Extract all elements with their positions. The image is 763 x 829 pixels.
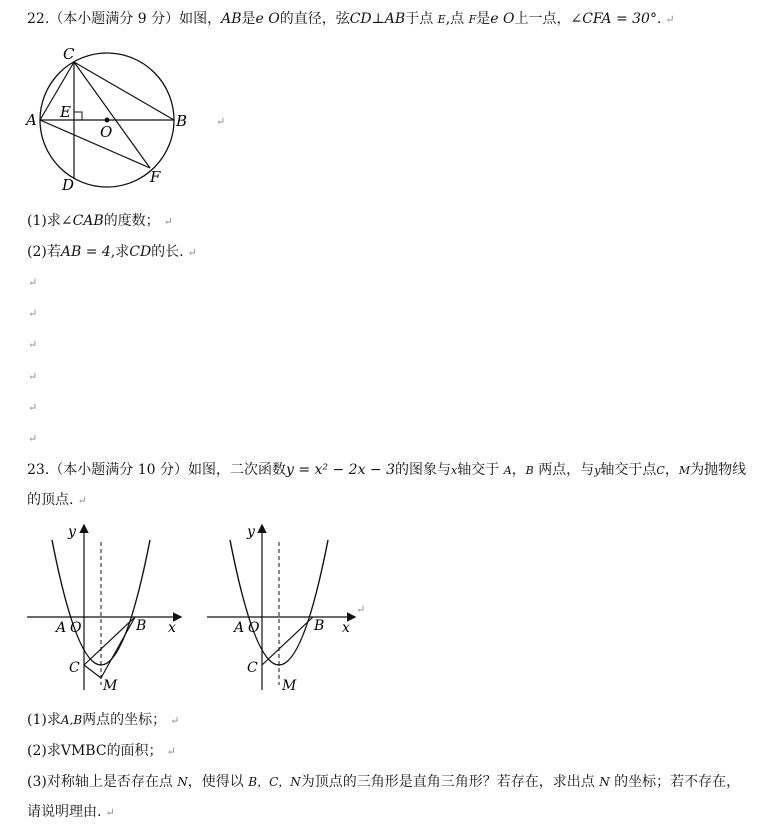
q23-part2-text: (2)求 <box>27 743 61 759</box>
q22-part2-text3: 的长. <box>151 244 184 260</box>
return-mark: ↵ <box>216 115 226 128</box>
q22-text: 的直径，弦 <box>279 11 350 27</box>
q23-c: C <box>656 464 665 477</box>
q23-part3-line2 <box>27 803 115 822</box>
q23-text: 轴交于 <box>457 462 500 478</box>
label-a: A <box>56 620 67 636</box>
q22-part2 <box>27 243 197 262</box>
label-c: C <box>247 660 258 676</box>
return-mark: ↵ <box>28 432 38 445</box>
segment-cf <box>74 62 150 168</box>
label-m: M <box>282 678 297 694</box>
q23-text: 的图象与 <box>395 462 452 478</box>
q23-a: A <box>503 464 512 477</box>
q23-part1-text: (1)求 <box>27 712 61 728</box>
return-mark: ↵ <box>665 13 675 26</box>
q23-text: ， <box>511 462 526 478</box>
q23-header: 23.（本小题满分 10 分）如图，二次函数 <box>27 462 286 478</box>
label-y: y <box>68 524 76 540</box>
q22-text: 是 <box>241 11 256 27</box>
label-f: F <box>150 168 161 186</box>
q22-figure <box>20 40 240 200</box>
label-x: x <box>342 620 350 636</box>
q23-part3-text4: 的坐标；若不存在， <box>614 774 741 790</box>
q22-text: 于点 <box>405 11 434 27</box>
q22-part2-text: (2)若 <box>27 244 61 260</box>
q23-part1-ab: A,B <box>60 713 83 727</box>
q23-x: x <box>451 464 458 477</box>
q23-part3-text2: ，使得以 <box>187 774 244 790</box>
q23-text: ， <box>664 462 679 478</box>
label-o: O <box>248 620 260 636</box>
segment-cb <box>262 617 313 665</box>
q23-part3 <box>27 773 740 791</box>
label-c: C <box>63 45 75 63</box>
q22-part1-text2: 的度数； <box>103 213 160 229</box>
q23-y: y <box>594 464 601 477</box>
q23-part3-n: N <box>177 775 188 789</box>
return-mark: ↵ <box>28 338 38 351</box>
label-c: C <box>69 660 80 676</box>
q22-part1-angle: ∠CAB <box>60 213 104 229</box>
label-b: B <box>314 618 325 634</box>
label-b: B <box>176 112 188 130</box>
label-x: x <box>168 620 176 636</box>
q22-text: ,点 <box>445 11 465 27</box>
label-a: A <box>26 111 37 129</box>
q22-e: E <box>437 13 446 26</box>
q23-part3-n2: N <box>599 775 610 789</box>
q23-part2 <box>27 742 176 761</box>
q23-figure-1 <box>22 520 192 695</box>
return-mark: ↵ <box>166 745 176 758</box>
q22-header: 22.（本小题满分 9 分）如图， <box>27 11 222 27</box>
q22-part1 <box>27 212 173 231</box>
segment-cm <box>84 665 101 678</box>
q23-vertex-text: 的顶点. <box>27 492 74 508</box>
label-o: O <box>70 620 82 636</box>
label-o: O <box>100 123 113 141</box>
q23-part1 <box>27 711 179 730</box>
label-m: M <box>103 678 118 694</box>
q22-circle-o2: e O <box>490 11 515 27</box>
q22-header-line <box>27 10 675 29</box>
q22-f: F <box>468 13 477 26</box>
segment-cb <box>84 617 135 665</box>
return-mark: ↵ <box>77 494 87 507</box>
q23-part1-text2: 两点的坐标； <box>82 712 167 728</box>
label-a: A <box>234 620 245 636</box>
q23-b: B <box>525 464 534 477</box>
return-mark: ↵ <box>356 603 366 616</box>
label-y: y <box>247 524 255 540</box>
return-mark: ↵ <box>28 276 38 289</box>
q22-perp: CD⊥AB <box>349 11 406 27</box>
segment-cb <box>74 62 174 120</box>
return-mark: ↵ <box>105 806 115 819</box>
q22-text: 上一点， <box>514 11 571 27</box>
return-mark: ↵ <box>170 714 180 727</box>
q22-circle-o: e O <box>255 11 280 27</box>
q22-part2-text2: ,求 <box>110 244 130 260</box>
return-mark: ↵ <box>28 370 38 383</box>
q22-text: 是 <box>476 11 491 27</box>
label-b: B <box>136 618 147 634</box>
q23-part3-text: (3)对称轴上是否存在点 <box>27 774 173 790</box>
q23-part3-reason: 请说明理由. <box>27 804 102 820</box>
q22-period: . <box>656 11 662 27</box>
q22-part2-ab: AB = 4 <box>60 244 111 260</box>
q23-text: 两点，与 <box>538 462 595 478</box>
center-point <box>105 118 110 123</box>
q23-header-line <box>27 461 746 480</box>
return-mark: ↵ <box>28 307 38 320</box>
q23-text: 轴交于点 <box>600 462 657 478</box>
q23-header-line2 <box>27 491 87 510</box>
q22-angle: ∠CFA = 30° <box>570 11 657 27</box>
q23-part2-text2: 的面积； <box>106 743 163 759</box>
q23-part3-bcn: B，C，N <box>248 775 301 789</box>
q23-figure-2 <box>202 520 372 695</box>
q22-part2-cd: CD <box>129 244 152 260</box>
q23-part2-triangle: VMBC <box>60 743 107 759</box>
return-mark: ↵ <box>163 215 173 228</box>
return-mark: ↵ <box>28 401 38 414</box>
q23-text: 为抛物线 <box>690 462 747 478</box>
q23-function: y = x² − 2x − 3 <box>285 462 396 478</box>
label-e: E <box>60 103 71 121</box>
return-mark: ↵ <box>187 246 197 259</box>
q22-part1-text: (1)求 <box>27 213 61 229</box>
segment-mb <box>101 617 135 678</box>
q23-part3-text3: 为顶点的三角形是直角三角形？若存在，求出点 <box>300 774 595 790</box>
label-d: D <box>62 176 75 194</box>
right-angle-mark <box>74 112 82 120</box>
q22-ab: AB <box>221 11 242 27</box>
q23-m: M <box>678 464 691 477</box>
